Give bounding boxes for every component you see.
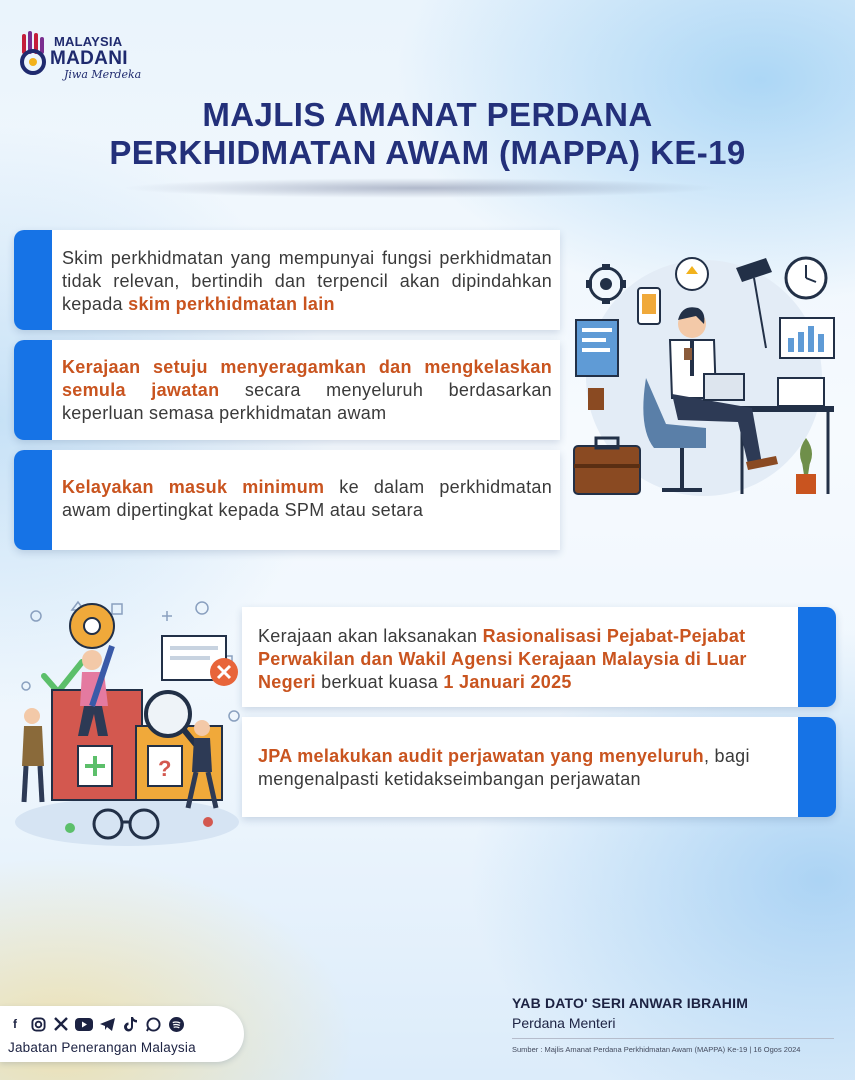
x-icon[interactable] bbox=[52, 1016, 70, 1032]
point-1-highlight: skim perkhidmatan lain bbox=[128, 294, 335, 314]
whatsapp-icon[interactable] bbox=[144, 1016, 162, 1032]
point-card-4 bbox=[242, 607, 836, 707]
signature-name: YAB DATO' SERI ANWAR IBRAHIM bbox=[512, 995, 749, 1011]
facebook-icon[interactable]: f bbox=[13, 1017, 17, 1031]
tiktok-icon[interactable] bbox=[121, 1016, 139, 1032]
title-line1: MAJLIS AMANAT PERDANA bbox=[202, 96, 653, 133]
office-worker-illustration bbox=[566, 238, 842, 502]
title-shadow bbox=[120, 178, 720, 198]
svg-text:?: ? bbox=[158, 756, 172, 781]
source-divider bbox=[512, 1038, 834, 1039]
footer-org-name: Jabatan Penerangan Malaysia bbox=[8, 1040, 196, 1055]
point-card-2 bbox=[14, 340, 560, 440]
audit-files-illustration bbox=[12, 596, 242, 850]
spotify-icon[interactable] bbox=[167, 1016, 185, 1032]
signature-role: Perdana Menteri bbox=[512, 1015, 616, 1031]
point-card-5 bbox=[242, 717, 836, 817]
page-title bbox=[0, 96, 855, 172]
source-text: Sumber : Majlis Amanat Perdana Perkhidmatan Awam (MAPPA) Ke-19 | 16 Ogos 2024 bbox=[512, 1045, 801, 1054]
point-2-highlight: Kerajaan setuju menyeragamkan dan mengkelaskan semula jawatan bbox=[62, 357, 552, 400]
madani-emblem-icon bbox=[18, 30, 48, 76]
point-5-text: JPA melakukan audit perjawatan yang menyeluruh, bagi mengenalpasti ketidakseimbangan perjawatan bbox=[258, 746, 750, 789]
logo-line2: MADANI bbox=[50, 48, 128, 69]
point-4-text: Kerajaan akan laksanakan Rasionalisasi Pejabat-Pejabat Perwakilan dan Wakil Agensi Kerajaan Malaysia di Luar Negeri berkuat kuasa 1 Januari 2025 bbox=[258, 626, 747, 692]
youtube-icon[interactable] bbox=[75, 1016, 93, 1032]
logo-line1: MALAYSIA bbox=[54, 34, 123, 49]
instagram-icon[interactable] bbox=[29, 1016, 47, 1032]
title-line2: PERKHIDMATAN AWAM (MAPPA) KE-19 bbox=[109, 134, 746, 171]
point-5-highlight: JPA melakukan audit perjawatan yang menyeluruh bbox=[258, 746, 704, 766]
telegram-icon[interactable] bbox=[98, 1016, 116, 1032]
malaysia-madani-logo bbox=[14, 28, 144, 82]
point-card-1 bbox=[14, 230, 560, 330]
point-1-text: Skim perkhidmatan yang mempunyai fungsi perkhidmatan tidak relevan, bertindih dan terpencil akan dipindahkan kepada skim perkhidmatan lain bbox=[62, 248, 552, 314]
point-4-highlight: Rasionalisasi Pejabat-Pejabat Perwakilan dan Wakil Agensi Kerajaan Malaysia di Luar Negeri bbox=[258, 626, 747, 692]
footer-bar bbox=[0, 1006, 244, 1062]
point-3-text: Kelayakan masuk minimum ke dalam perkhidmatan awam dipertingkat kepada SPM atau setara bbox=[62, 477, 552, 520]
social-icons bbox=[6, 1016, 185, 1032]
point-4-date: 1 Januari 2025 bbox=[443, 672, 572, 692]
logo-tagline: Jiwa Merdeka bbox=[64, 68, 142, 81]
point-3-highlight: Kelayakan masuk minimum bbox=[62, 477, 325, 497]
point-card-3 bbox=[14, 450, 560, 550]
point-2-text: Kerajaan setuju menyeragamkan dan mengkelaskan semula jawatan secara menyeluruh berdasarkan keperluan semasa perkhidmatan awam bbox=[62, 357, 552, 423]
